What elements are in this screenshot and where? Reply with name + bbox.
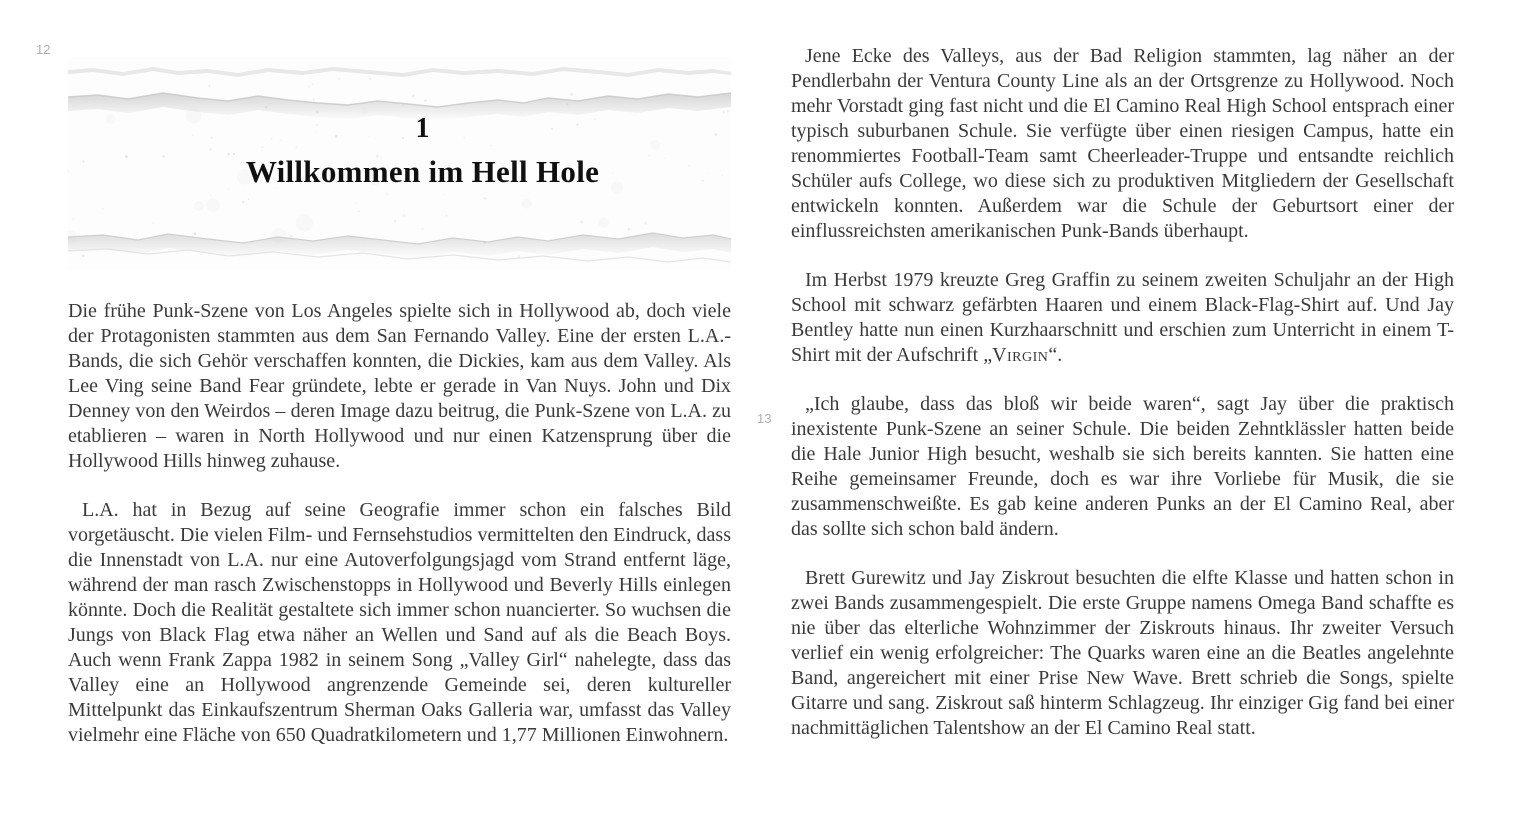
page-left bbox=[68, 57, 731, 748]
paragraph-text: “. bbox=[1048, 344, 1063, 366]
paragraph bbox=[791, 392, 1454, 542]
paragraph bbox=[68, 299, 731, 474]
paragraph bbox=[791, 566, 1454, 741]
paragraph-text: Brett Gurewitz und Jay Ziskrout besuchten die elfte Klasse und hatten schon in zwei Bands zusammengespielt. Die erste Gruppe namens Omega Band schaffte es nie über das elterliche Wohnzimmer der Ziskrouts hinaus. Ihr zweiter Versuch verlief ein wenig erfolgreicher: The Quarks waren eine an die Beatles angelehnte Band, angereichert mit einer Prise New Wave. Brett schrieb die Songs, spielte Gitarre und sang. Ziskrout saß hinterm Schlagzeug. Ihr einziger Gig fand bei einer nachmittäglichen Talentshow an der El Camino Real statt. bbox=[791, 567, 1454, 739]
chapter-heading bbox=[91, 112, 754, 190]
smallcaps-text: Virgin bbox=[992, 344, 1049, 366]
chapter-title: Willkommen im Hell Hole bbox=[245, 154, 600, 189]
page-left-paragraphs bbox=[68, 299, 731, 748]
paragraph bbox=[68, 498, 731, 748]
paragraph-text: Jene Ecke des Valleys, aus der Bad Religion stammten, lag näher an der Pendlerbahn der Ventura County Line als an der Ortsgrenze zu Hollywood. Noch mehr Vorstadt ging fast nicht und die El Camino Real High School entsprach einer typisch suburbanen Schule. Sie verfügte über einen riesigen Campus, hatte ein renommiertes Football-Team samt Cheerleader-Truppe und entsandte reichlich Schüler aufs College, wo diese sich zu produktiven Mitgliedern der Gesellschaft entwickeln konnten. Außerdem war die Schule der Geburtsort einer der einflussreichsten amerikanischen Punk-Bands überhaupt. bbox=[791, 45, 1454, 242]
page-number-right: 13 bbox=[757, 411, 772, 426]
page-right-paragraphs bbox=[791, 44, 1454, 741]
paragraph-text: „Ich glaube, dass das bloß wir beide waren“, sagt Jay über die praktisch inexistente Punk-Szene an seiner Schule. Die beiden Zehntklässler hatten beide die Hale Junior High besucht, weshalb sie sich bereits kannten. Sie hatten eine Reihe gemeinsamer Freunde, doch es war ihre Vorliebe für Musik, die sie zusammenschweißte. Es gab keine anderen Punks an der El Camino Real, aber das sollte sich schon bald ändern. bbox=[791, 393, 1454, 540]
chapter-number: 1 bbox=[415, 113, 430, 144]
paragraph-text: Die frühe Punk-Szene von Los Angeles spielte sich in Hollywood ab, doch viele der Protagonisten stammten aus dem San Fernando Valley. Eine der ersten L.A.-Bands, die sich Gehör verschaffen konnten, die Dickies, kam aus dem Valley. Als Lee Ving seine Band Fear gründete, lebte er gerade in Van Nuys. John und Dix Denney von den Weirdos – deren Image dazu beitrug, die Punk-Szene von L.A. zu etablieren – waren in North Hollywood und nur einen Katzensprung über die Hollywood Hills hinweg zuhause. bbox=[68, 300, 731, 472]
page-number-left: 12 bbox=[36, 42, 51, 57]
paragraph-text: Im Herbst 1979 kreuzte Greg Graffin zu seinem zweiten Schuljahr an der High School mit schwarz gefärbten Haaren und einem Black-Flag-Shirt auf. Und Jay Bentley hatte nun einen Kurzhaarschnitt und erschien zum Unterricht in einem T-Shirt mit der Aufschrift „ bbox=[791, 269, 1454, 366]
paragraph-text: L.A. hat in Bezug auf seine Geografie immer schon ein falsches Bild vorgetäuscht. Die vielen Film- und Fernsehstudios vermittelten den Eindruck, dass die Innenstadt von L.A. nur eine Autoverfolgungsjagd vom Strand entfernt läge, während der man rasch Zwischenstopps in Hollywood und Beverly Hills einlegen könnte. Doch die Realität gestaltete sich immer schon nuancierter. So wuchsen die Jungs von Black Flag etwa näher an Wellen und Sand auf als die Beach Boys. Auch wenn Frank Zappa 1982 in seinem Song „Valley Girl“ nahelegte, dass das Valley eine an Hollywood angrenzende Gemeinde sei, deren kultureller Mittelpunkt das Einkaufszentrum Sherman Oaks Galleria war, umfasst das Valley vielmehr eine Fläche von 650 Quadratkilometern und 1,77 Millionen Einwohnern. bbox=[68, 499, 731, 746]
paragraph bbox=[791, 44, 1454, 244]
page-right bbox=[791, 44, 1454, 741]
chapter-header bbox=[68, 57, 731, 270]
paragraph bbox=[791, 268, 1454, 368]
